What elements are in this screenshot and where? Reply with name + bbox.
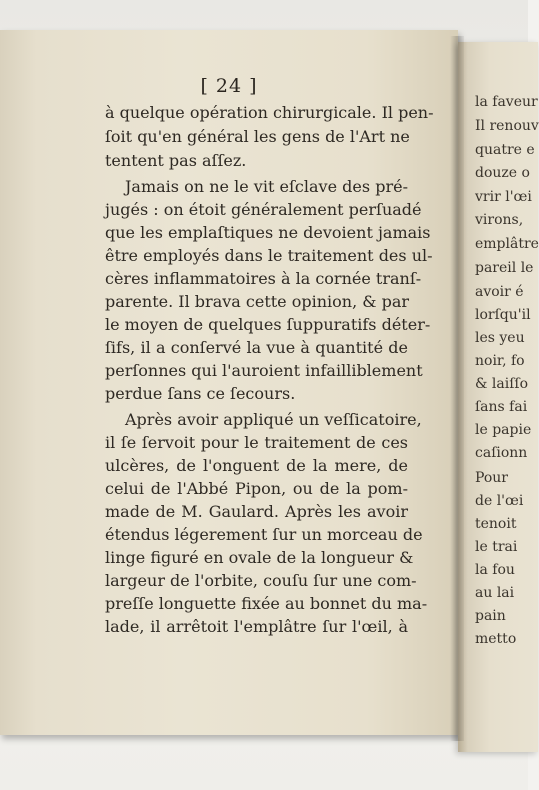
text-line: perdue ſans ce ſecours. — [105, 384, 296, 403]
text-line: à quelque opération chirurgicale. Il pen- — [105, 103, 434, 122]
text-line: Jamais on ne le vit eſclave des pré- — [125, 177, 408, 196]
facing-line: pareil le — [475, 260, 534, 276]
facing-line: lorſqu'il — [475, 307, 531, 323]
facing-line: metto — [475, 631, 517, 647]
text-line: que les emplaſtiques ne devoient jamais — [105, 223, 431, 242]
text-line: cères inflammatoires à la cornée tranſ- — [105, 269, 422, 288]
text-line: perſonnes qui l'auroient infailliblement — [105, 361, 423, 380]
facing-line: vrir l'œi — [475, 189, 532, 205]
facing-line: au lai — [475, 585, 515, 601]
facing-line: le papie — [475, 422, 532, 438]
facing-line: quatre e — [475, 142, 535, 158]
facing-line: emplâtre — [475, 236, 539, 252]
book-gutter — [450, 36, 464, 741]
text-line: ulcères, de l'onguent de la mere, de — [105, 456, 408, 475]
text-line: jugés : on étoit généralement perſuadé — [105, 200, 422, 219]
text-line: parente. Il brava cette opinion, & par — [105, 292, 410, 311]
facing-line: douze o — [475, 165, 530, 181]
text-line: celui de l'Abbé Pipon, ou de la pom- — [105, 479, 408, 498]
facing-line: ſans fai — [475, 399, 528, 415]
text-line: largeur de l'orbite, couſu ſur une com- — [105, 571, 417, 590]
text-line: tentent pas aſſez. — [105, 151, 247, 170]
text-line: linge figuré en ovale de la longueur & — [105, 548, 414, 567]
facing-line: pain — [475, 608, 506, 624]
facing-line: les yeu — [475, 330, 525, 346]
text-line: Après avoir appliqué un veſſicatoire, — [125, 410, 422, 429]
facing-line: Pour — [475, 470, 508, 486]
text-line: étendus légerement ſur un morceau de — [105, 525, 423, 544]
text-line: être employés dans le traitement des ul- — [105, 246, 433, 265]
text-line: lade, il arrêtoit l'emplâtre ſur l'œil, à — [105, 617, 408, 636]
facing-line: le trai — [475, 539, 518, 555]
facing-line: caſionn — [475, 445, 528, 461]
facing-line: la faveur — [475, 94, 538, 110]
facing-line: avoir é — [475, 284, 524, 300]
facing-line: Il renouv — [475, 118, 539, 134]
text-line: preſſe longuette fixée au bonnet du ma- — [105, 594, 428, 613]
text-line: made de M. Gaulard. Après les avoir — [105, 502, 408, 521]
facing-line: de l'œi — [475, 493, 524, 509]
page-number: [ 24 ] — [200, 75, 258, 97]
facing-line: la fou — [475, 562, 515, 578]
text-line: il ſe ſervoit pour le traitement de ces — [105, 433, 408, 452]
text-line: le moyen de quelques ſuppuratifs déter- — [105, 315, 431, 334]
facing-line: virons, — [475, 212, 524, 228]
text-line: ſifs, il a conſervé la vue à quantité de — [105, 338, 408, 357]
facing-line: & laiſſo — [475, 376, 529, 392]
facing-line: tenoit — [475, 516, 517, 532]
text-line: ſoit qu'en général les gens de l'Art ne — [105, 127, 410, 146]
facing-line: noir, fo — [475, 353, 525, 369]
